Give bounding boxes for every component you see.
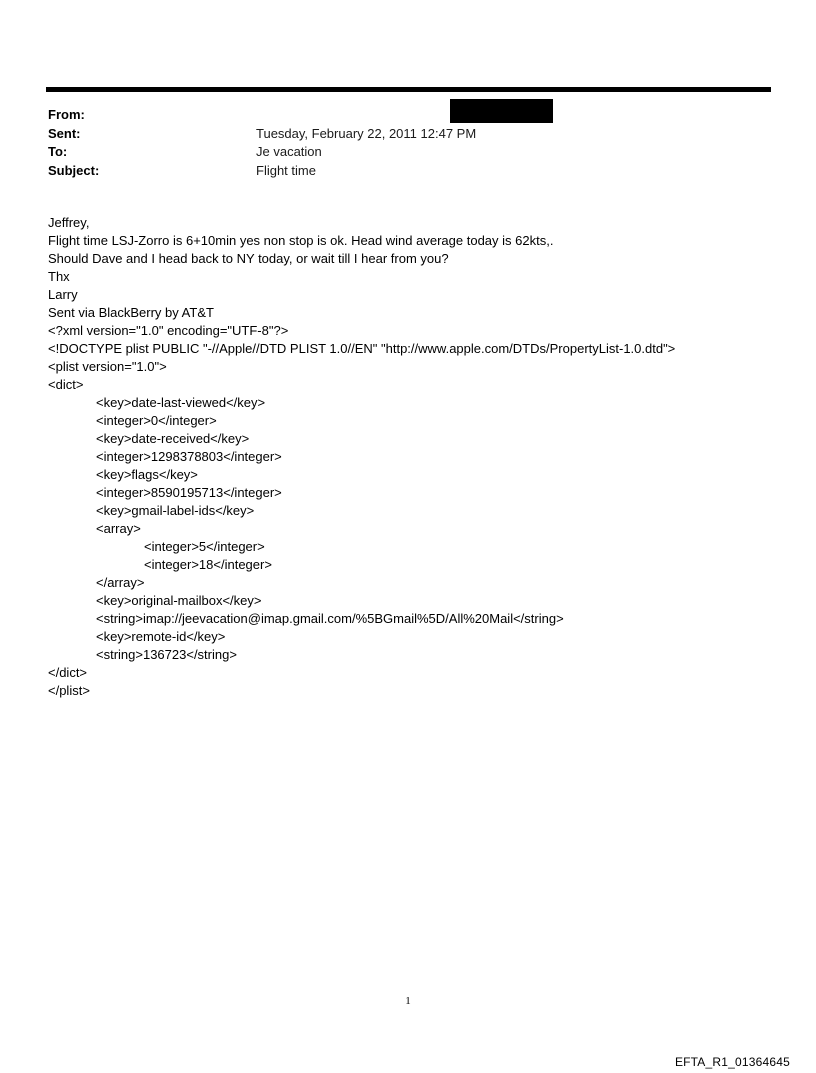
page-number: 1 bbox=[405, 995, 411, 1007]
xml-line: <key>remote-id</key> bbox=[96, 629, 226, 644]
xml-line: <array> bbox=[96, 521, 141, 536]
subject-row bbox=[48, 162, 748, 181]
body-line: Flight time LSJ-Zorro is 6+10min yes non stop is ok. Head wind average today is 62kts,. bbox=[48, 233, 554, 248]
body-line: Should Dave and I head back to NY today, or wait till I hear from you? bbox=[48, 251, 449, 266]
xml-line: <integer>18</integer> bbox=[144, 557, 272, 572]
sent-value: Tuesday, February 22, 2011 12:47 PM bbox=[256, 125, 477, 141]
xml-line: <dict> bbox=[48, 377, 84, 392]
to-label: To: bbox=[48, 144, 68, 159]
redaction-box bbox=[450, 99, 553, 123]
body-line: Larry bbox=[48, 287, 78, 302]
body-line: Thx bbox=[48, 269, 70, 284]
xml-line: <string>136723</string> bbox=[96, 647, 237, 662]
from-label: From: bbox=[48, 107, 85, 122]
email-body bbox=[48, 214, 788, 700]
xml-line: <plist version="1.0"> bbox=[48, 359, 167, 374]
header-divider-rule bbox=[46, 87, 771, 92]
xml-line: <key>date-last-viewed</key> bbox=[96, 395, 266, 410]
subject-value: Flight time bbox=[256, 162, 316, 178]
xml-line: <integer>8590195713</integer> bbox=[96, 485, 282, 500]
xml-line: </dict> bbox=[48, 665, 88, 680]
to-value: Je vacation bbox=[256, 144, 322, 159]
xml-line: <string>imap://jeevacation@imap.gmail.com/%5BGmail%5D/All%20Mail</string> bbox=[96, 611, 564, 626]
sent-row bbox=[48, 125, 748, 144]
xml-line: <key>gmail-label-ids</key> bbox=[96, 503, 255, 518]
xml-line: <!DOCTYPE plist PUBLIC "-//Apple//DTD PLIST 1.0//EN" "http://www.apple.com/DTDs/PropertyList-1.0.dtd"> bbox=[48, 341, 676, 356]
body-line: Jeffrey, bbox=[48, 215, 90, 230]
bates-number: EFTA_R1_01364645 bbox=[674, 1055, 790, 1069]
xml-line: <integer>0</integer> bbox=[96, 413, 217, 428]
xml-line: </array> bbox=[96, 575, 145, 590]
sent-label: Sent: bbox=[48, 125, 81, 141]
xml-line: <integer>5</integer> bbox=[144, 539, 265, 554]
xml-line: <key>original-mailbox</key> bbox=[96, 593, 262, 608]
xml-line: <?xml version="1.0" encoding="UTF-8"?> bbox=[48, 323, 289, 338]
xml-line: <key>date-received</key> bbox=[96, 431, 250, 446]
xml-line: </plist> bbox=[48, 683, 90, 698]
from-row bbox=[48, 106, 748, 125]
body-line: Sent via BlackBerry by AT&T bbox=[48, 305, 214, 320]
subject-label: Subject: bbox=[48, 162, 100, 178]
email-header bbox=[48, 106, 748, 180]
to-row bbox=[48, 143, 748, 162]
xml-line: <key>flags</key> bbox=[96, 467, 198, 482]
xml-line: <integer>1298378803</integer> bbox=[96, 449, 282, 464]
